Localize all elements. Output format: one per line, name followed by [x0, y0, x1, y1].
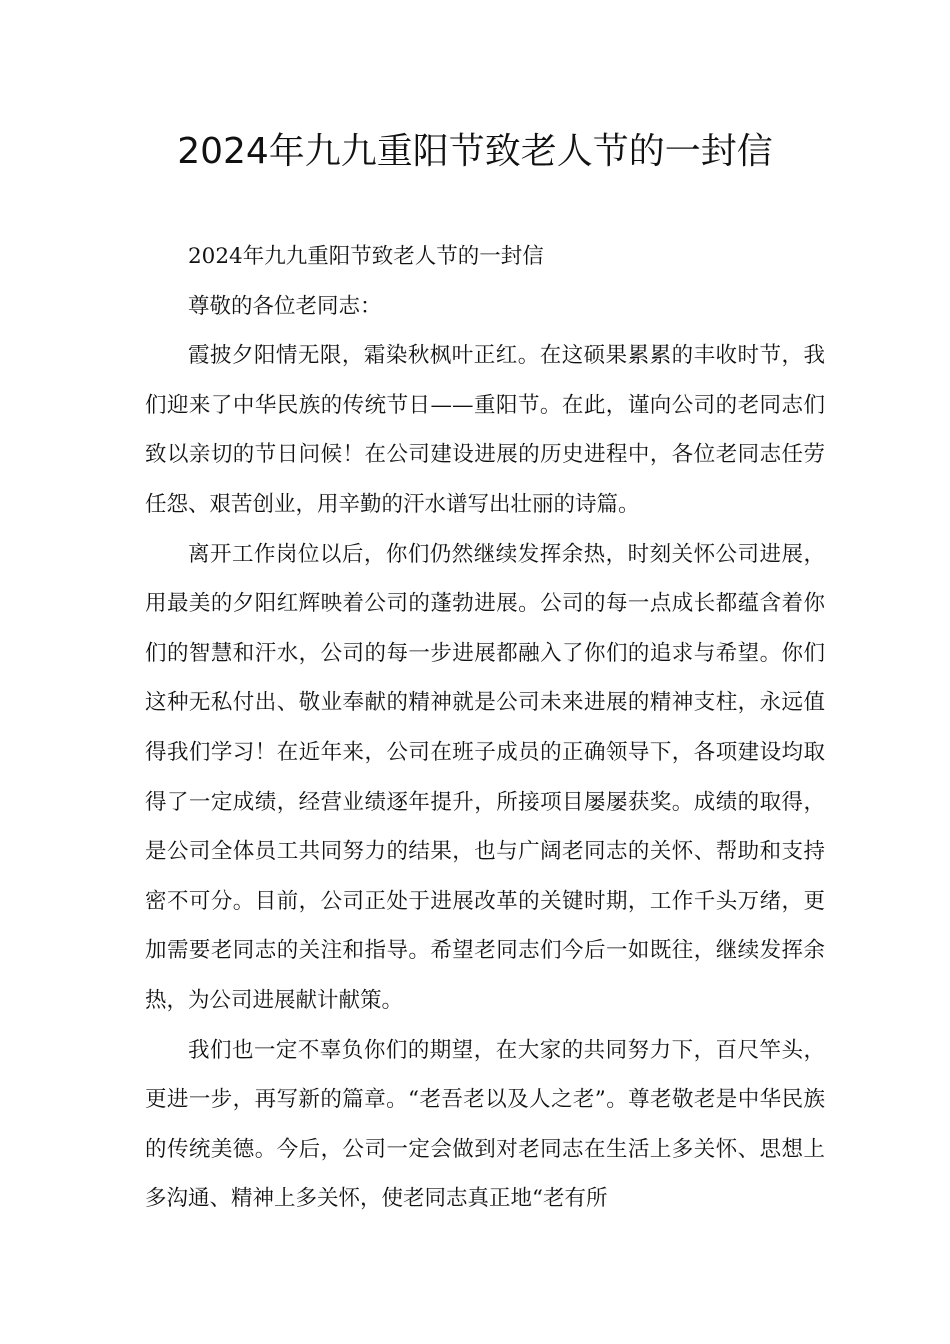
document-body — [145, 232, 825, 1224]
document-title: 2024年九九重阳节致老人节的一封信 — [177, 131, 773, 172]
paragraph-commitment: 我们也一定不辜负你们的期望，在大家的共同努力下，百尺竿头，更进一步，再写新的篇章。“老吾老以及人之老”。尊老敬老是中华民族的传统美德。今后，公司一定会做到对老同志在生活上多关怀、思想上多沟通、精神上多关怀，使老同志真正地“老有所 — [145, 1037, 825, 1212]
paragraph-heading-repeat: 2024年九九重阳节致老人节的一封信 — [188, 244, 544, 269]
paragraph-salutation: 尊敬的各位老同志： — [188, 293, 382, 319]
paragraph-greeting: 霞披夕阳情无限，霜染秋枫叶正红。在这硕果累累的丰收时节，我们迎来了中华民族的传统节日——重阳节。在此，谨向公司的老同志们致以亲切的节日问候！在公司建设进展的历史进程中，各位老同志任劳任怨、艰苦创业，用辛勤的汗水谱写出壮丽的诗篇。 — [145, 343, 825, 517]
paragraph-contribution: 离开工作岗位以后，你们仍然继续发挥余热，时刻关怀公司进展，用最美的夕阳红辉映着公司的蓬勃进展。公司的每一点成长都蕴含着你们的智慧和汗水，公司的每一步进展都融入了你们的追求与希望。你们这种无私付出、敬业奉献的精神就是公司未来进展的精神支柱，永远值得我们学习！在近年来，公司在班子成员的正确领导下，各项建设均取得了一定成绩，经营业绩逐年提升，所接项目屡屡获奖。成绩的取得，是公司全体员工共同努力的结果，也与广阔老同志的关怀、帮助和支持密不可分。目前，公司正处于进展改革的关键时期，工作千头万绪，更加需要老同志的关注和指导。希望老同志们今后一如既往，继续发挥余热，为公司进展献计献策。 — [145, 541, 825, 1013]
